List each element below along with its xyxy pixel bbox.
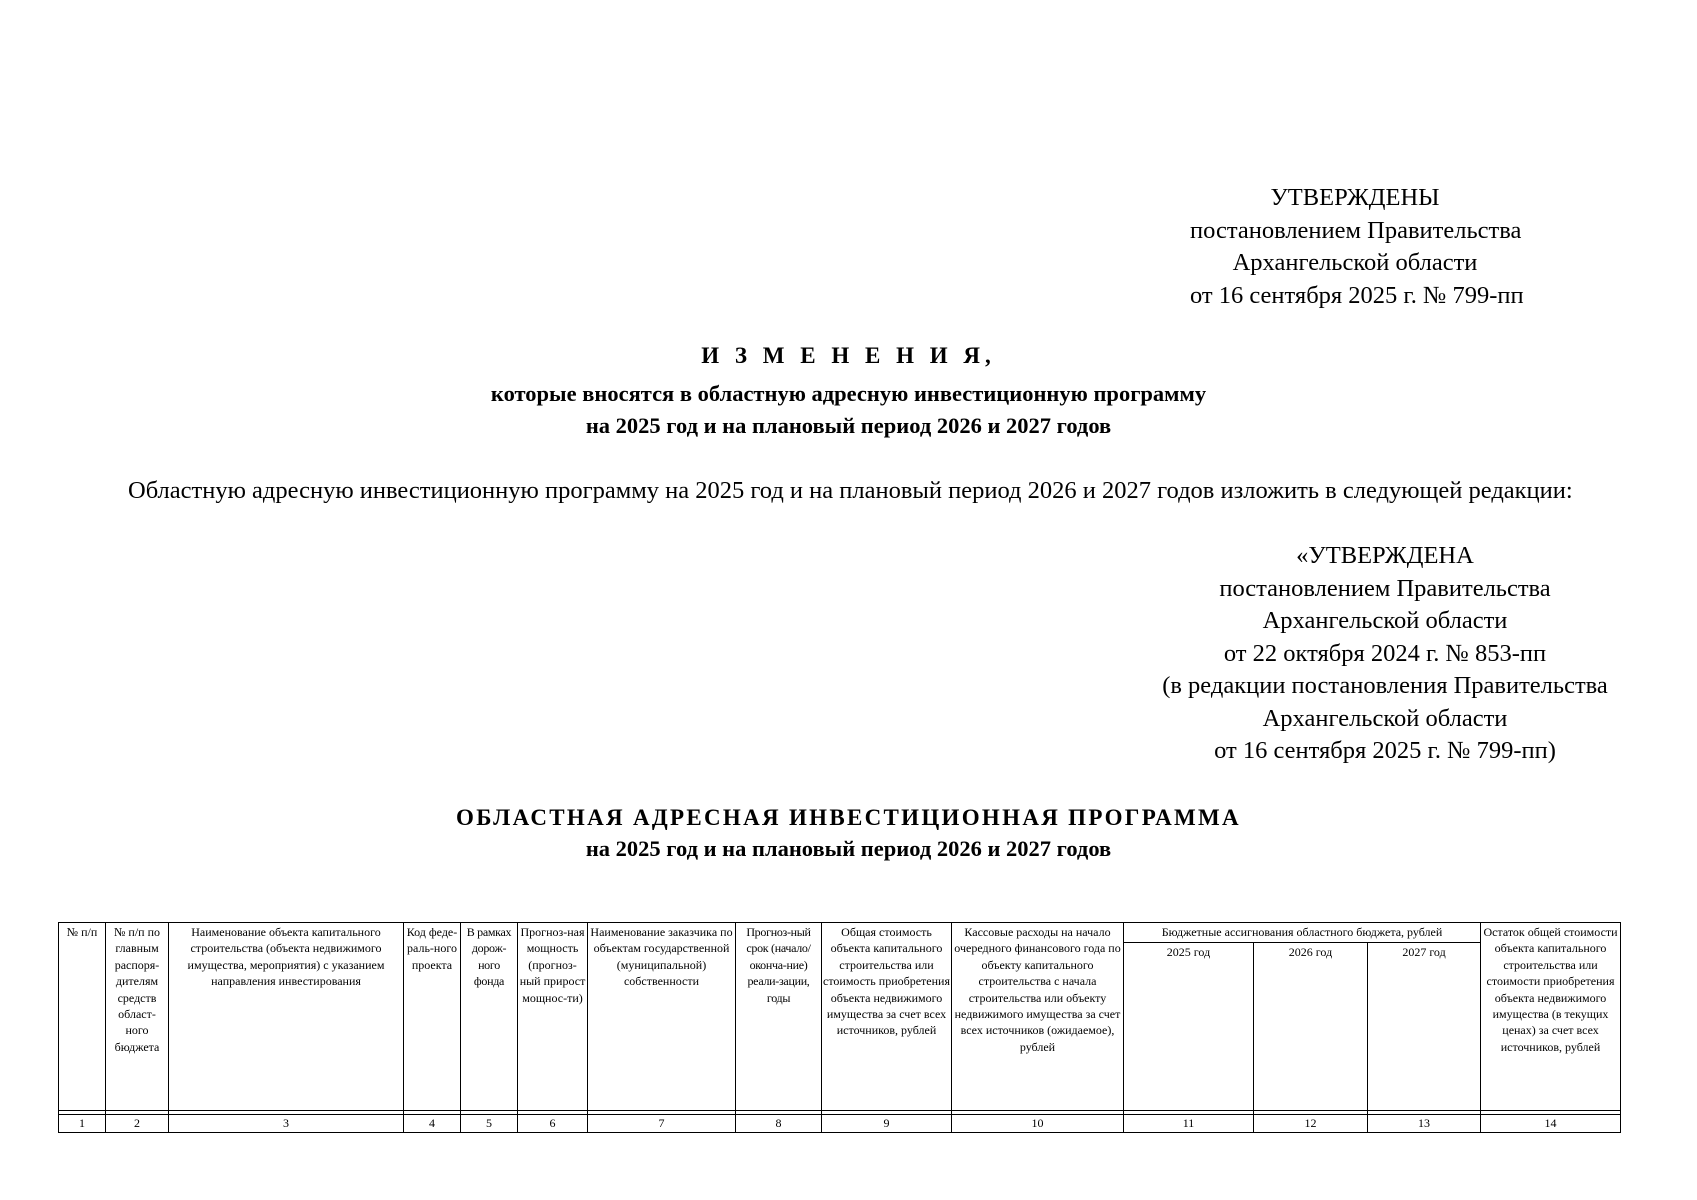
column-number: 13 bbox=[1368, 1115, 1481, 1133]
column-number: 8 bbox=[736, 1115, 822, 1133]
approval-line: УТВЕРЖДЕНЫ bbox=[1270, 184, 1440, 211]
header-cell-capacity: Прогноз-ная мощность (прогноз-ный прирост мощнос-ти) bbox=[518, 923, 588, 1111]
header-cell-federal-project-code: Код феде-раль-ного проекта bbox=[404, 923, 461, 1111]
changes-title: И З М Е Н Е Н И Я, bbox=[701, 343, 996, 368]
header-cell-number-by-manager: № п/п по главным распоря-дителям средств област-ного бюджета bbox=[106, 923, 169, 1111]
header-cell-number: № п/п bbox=[59, 923, 106, 1111]
approval-line: Архангельской области bbox=[1232, 249, 1478, 276]
column-number: 12 bbox=[1254, 1115, 1368, 1133]
header-cell-road-fund: В рамках дорож-ного фонда bbox=[461, 923, 518, 1111]
column-number: 3 bbox=[169, 1115, 404, 1133]
header-cell-year-2027: 2027 год bbox=[1368, 943, 1481, 1111]
column-number: 11 bbox=[1124, 1115, 1254, 1133]
header-cell-object-name: Наименование объекта капитального строительства (объекта недвижимого имущества, мероприятия) с указанием направления инвестирования bbox=[169, 923, 404, 1111]
column-number: 7 bbox=[588, 1115, 736, 1133]
header-cell-implementation-period: Прогноз-ный срок (начало/ оконча-ние) реали-зации, годы bbox=[736, 923, 822, 1111]
approval2-line: Архангельской области bbox=[1262, 704, 1508, 732]
header-cell-budget-allocations: Бюджетные ассигнования областного бюджета, рублей bbox=[1124, 923, 1481, 943]
column-number: 10 bbox=[952, 1115, 1124, 1133]
approval-stamp-2 bbox=[1120, 540, 1650, 768]
header-cell-year-2025: 2025 год bbox=[1124, 943, 1254, 1111]
approval2-line: Архангельской области bbox=[1262, 607, 1508, 634]
approval-stamp bbox=[1190, 182, 1524, 312]
column-number: 5 bbox=[461, 1115, 518, 1133]
approval2-line: от 22 октября 2024 г. № 853-пп bbox=[1223, 639, 1547, 667]
approval2-line: «УТВЕРЖДЕНА bbox=[1296, 542, 1474, 569]
column-number: 2 bbox=[106, 1115, 169, 1133]
header-cell-remaining-cost: Остаток общей стоимости объекта капитального строительства или стоимости приобретения объекта недвижимого имущества (в текущих ценах) за счет всех источников, рублей bbox=[1481, 923, 1621, 1111]
intro-paragraph: Областную адресную инвестиционную программу на 2025 год и на плановый период 2026 и 2027 годов изложить в следующей редакции: bbox=[128, 477, 1573, 504]
approval2-line: от 16 сентября 2025 г. № 799-пп) bbox=[1214, 737, 1556, 764]
header-cell-year-2026: 2026 год bbox=[1254, 943, 1368, 1111]
approval2-line: постановлением Правительства bbox=[1219, 574, 1551, 602]
approval-line: от 16 сентября 2025 г. № 799-пп bbox=[1190, 281, 1524, 309]
column-number: 14 bbox=[1481, 1115, 1621, 1133]
column-number: 9 bbox=[822, 1115, 952, 1133]
program-subtitle: на 2025 год и на плановый период 2026 и 2027 годов bbox=[585, 836, 1112, 861]
column-numbers-row bbox=[59, 1115, 1621, 1133]
investment-program-table bbox=[58, 922, 1621, 1133]
header-cell-customer: Наименование заказчика по объектам государственной (муниципальной) собственности bbox=[588, 923, 736, 1111]
program-title: ОБЛАСТНАЯ АДРЕСНАЯ ИНВЕСТИЦИОННАЯ ПРОГРАММА bbox=[456, 805, 1241, 830]
header-cell-cash-expenses: Кассовые расходы на начало очередного финансового года по объекту капитального строительства с начала строительства или объекту недвижимого имущества за счет всех источников (ожидаемое), рублей bbox=[952, 923, 1124, 1111]
column-number: 4 bbox=[404, 1115, 461, 1133]
changes-subtitle-line2: на 2025 год и на плановый период 2026 и 2027 годов bbox=[585, 413, 1112, 438]
header-cell-total-cost: Общая стоимость объекта капитального строительства или стоимость приобретения объекта недвижимого имущества за счет всех источников, рублей bbox=[822, 923, 952, 1111]
column-number: 6 bbox=[518, 1115, 588, 1133]
approval2-line: (в редакции постановления Правительства bbox=[1162, 672, 1608, 699]
approval-line: постановлением Правительства bbox=[1190, 216, 1522, 244]
changes-subtitle-line1: которые вносятся в областную адресную инвестиционную программу bbox=[490, 381, 1207, 406]
table-header-row bbox=[59, 923, 1621, 943]
column-number: 1 bbox=[59, 1115, 106, 1133]
